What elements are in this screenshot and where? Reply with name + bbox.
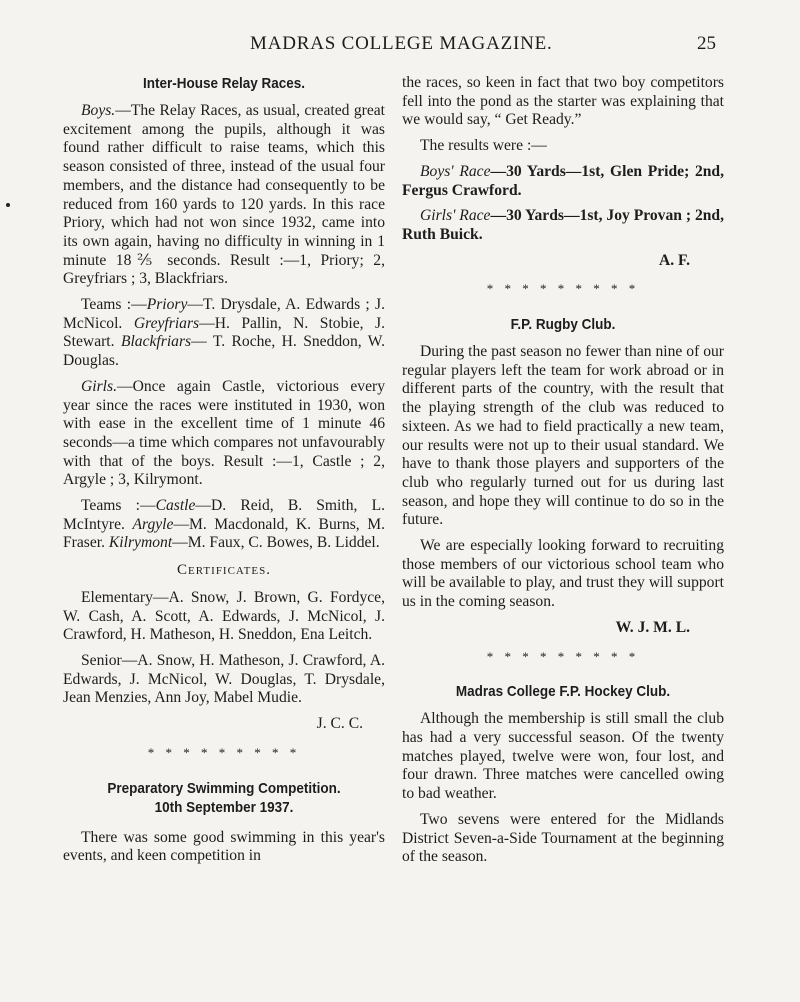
left-column — [63, 74, 385, 873]
certificates-heading: Certificates. — [177, 562, 271, 579]
castle-team: —D. Reid, B. Smith, L. McIntyre. — [63, 497, 385, 533]
girls-race-label: Girls' Race — [420, 207, 491, 225]
swimming-title-line2: 10th September 1937. — [154, 798, 294, 816]
boys-text: —The Relay Races, as usual, created great excitement among the pupils, although it was found rather difficult to raise teams, which this season consisted of three, instead of the usual four members, and the distance had consequently to be reduced from 160 yards to 120 yards. In this race Priory, which had not won since 1932, came into its own again, having no difficulty in winning in 1 minute 18⅖ seconds. Result :—1, Priory; 2, Greyfriars ; 3, Blackfriars. — [63, 102, 385, 288]
elementary-paragraph: Elementary—A. Snow, J. Brown, G. Fordyce, W. Cash, A. Scott, A. Edwards, J. McNicol, J. Crawford, H. Matheson, H. Sneddon, Ena Leitch. — [63, 588, 385, 644]
teams-boys-paragraph — [63, 296, 385, 371]
boys-label: Boys. — [81, 102, 116, 119]
house-greyfriars: Greyfriars — [133, 314, 200, 332]
girls-race-result — [402, 207, 724, 244]
priory-team: —T. Drysdale, A. Edwards ; J. McNicol. — [63, 296, 385, 332]
house-kilrymont: Kilrymont — [108, 534, 173, 552]
hockey-title: Madras College F.P. Hockey Club. — [455, 683, 671, 701]
signature-wjml: W. J. M. L. — [615, 618, 690, 636]
margin-mark — [6, 203, 10, 207]
section-divider: * * * * * * * * * — [486, 281, 640, 297]
hockey-paragraph-2: Two sevens were entered for the Midlands District Seven-a-Side Tournament at the beginning of the season. — [402, 810, 724, 866]
teams-label: Teams :— — [81, 296, 147, 314]
house-argyle: Argyle — [132, 515, 174, 533]
swimming-title — [79, 779, 369, 817]
argyle-team: —M. Macdonald, K. Burns, M. Fraser. — [63, 515, 385, 552]
swimming-title-line1: Preparatory Swimming Competition. — [107, 779, 341, 797]
right-column — [402, 74, 724, 874]
running-header — [0, 33, 800, 59]
house-castle: Castle — [155, 497, 196, 515]
boys-race-text: —30 Yards—1st, Glen Pride; 2nd, Fergus Crawford. — [402, 162, 725, 199]
girls-label: Girls. — [81, 377, 117, 395]
teams-label: Teams :— — [81, 497, 156, 515]
boys-race-label: Boys' Race — [420, 162, 491, 180]
house-priory: Priory — [146, 296, 188, 314]
rugby-title: F.P. Rugby Club. — [510, 316, 616, 334]
boys-paragraph — [63, 102, 385, 289]
greyfriars-team: —H. Pallin, N. Stobie, J. Stewart. — [63, 314, 385, 351]
senior-paragraph: Senior—A. Snow, H. Matheson, J. Crawford, A. Edwards, J. McNicol, W. Douglas, T. Drysdale, Jean Menzies, Ann Joy, Mabel Mudie. — [63, 651, 385, 707]
girls-paragraph — [63, 378, 385, 490]
section-divider: * * * * * * * * * — [147, 744, 301, 760]
rugby-paragraph-2: We are especially looking forward to recruiting those members of our victorious school team who will be available to play, and trust they will support us in the coming season. — [402, 537, 724, 611]
section-divider: * * * * * * * * * — [486, 648, 640, 664]
hockey-paragraph-1: Although the membership is still small the club has had a very successful season. Of the twenty matches played, twelve were won, four lost, and four drawn. Three matches were cancelled owing to bad weather. — [402, 710, 724, 803]
page-number: 25 — [697, 33, 716, 54]
signature-jcc: J. C. C. — [316, 715, 363, 733]
house-blackfriars: Blackfriars — [120, 333, 192, 351]
magazine-title: MADRAS COLLEGE MAGAZINE. — [250, 33, 553, 54]
kilrymont-team: —M. Faux, C. Bowes, B. Liddel. — [172, 534, 380, 552]
rugby-paragraph-1: During the past season no fewer than nine of our regular players left the team for work abroad or in different parts of the country, with the result that the playing strength of the club was reduced to sixteen. As we had to field practically a new team, our results were not up to their usual standard. We have to thank those players and supporters of the club who regularly turned out for us during last season, and hope they will continue to do so in the future. — [402, 343, 724, 529]
signature-af: A. F. — [658, 251, 690, 269]
girls-text: —Once again Castle, victorious every year since the races were instituted in 1930, won with ease in the excellent time of 1 minute 46 seconds—a time which compares not unfavourably with that of the boys. Result :—1, Castle ; 2, Argyle ; 3, Kilrymont. — [63, 377, 385, 489]
teams-girls-paragraph — [63, 497, 385, 553]
boys-race-result — [402, 163, 724, 200]
swimming-paragraph: There was some good swimming in this year's events, and keen competition in — [63, 828, 385, 865]
relay-title: Inter-House Relay Races. — [142, 75, 306, 92]
girls-race-text: —30 Yards—1st, Joy Provan ; 2nd, Ruth Buick. — [402, 207, 724, 243]
blackfriars-team: — T. Roche, H. Sneddon, W. Douglas. — [63, 333, 385, 370]
results-intro: The results were :— — [420, 137, 547, 155]
swimming-continued: the races, so keen in fact that two boy competitors fell into the pond as the starter was explaining that we would say, “ Get Ready.” — [402, 74, 724, 129]
